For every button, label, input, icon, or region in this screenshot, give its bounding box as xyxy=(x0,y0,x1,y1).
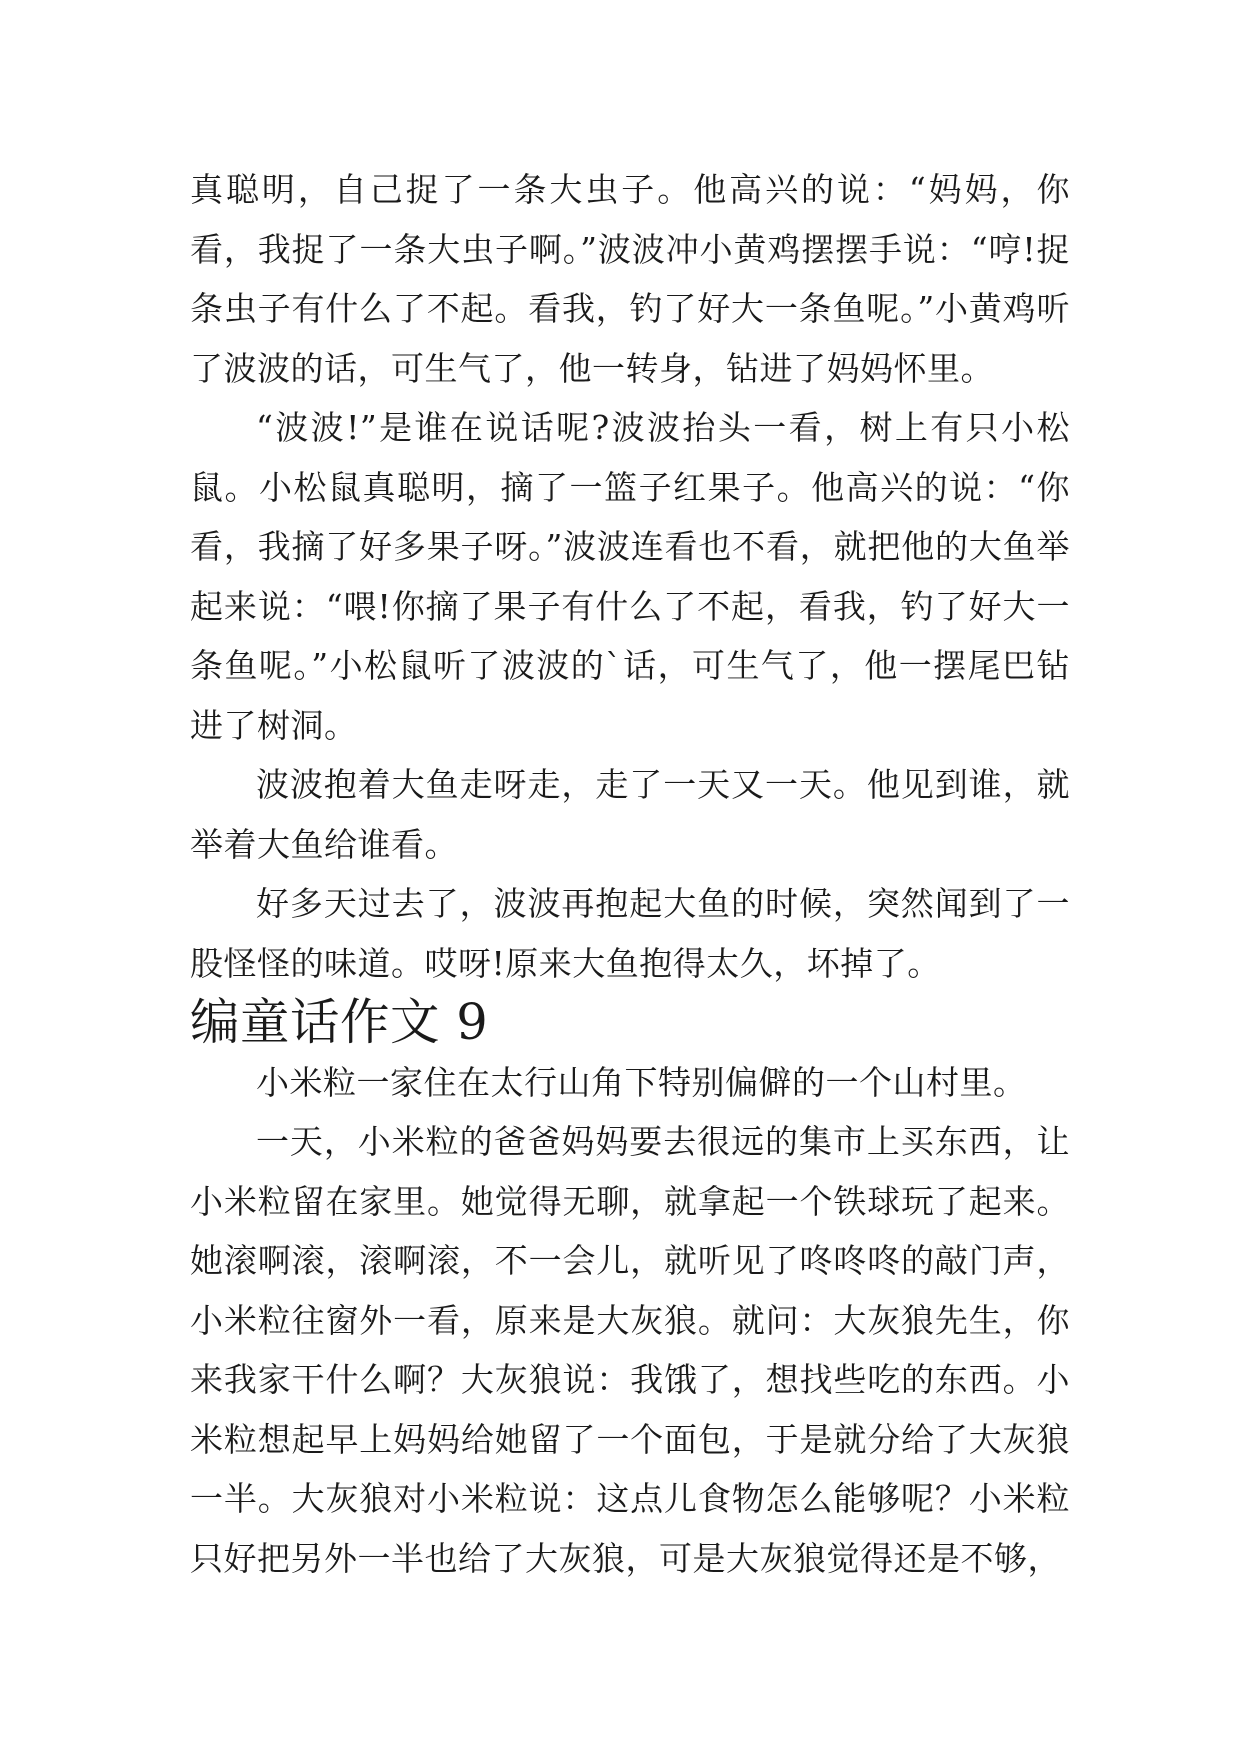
paragraph-xiaomili-intro: 小米粒一家住在太行山角下特别偏僻的一个山村里。 xyxy=(256,1062,1027,1102)
paragraph-story-continuation: 真聪明，自己捉了一条大虫子。他高兴的说：“妈妈，你看，我捉了一条大虫子啊。”波波冲小黄鸡摆摆手说：“哼!捉条虫子有什么了不起。看我，钓了好大一条鱼呢。”小黄鸡听了波波的话，可生气了，他一转身，钻进了妈妈怀里。 xyxy=(190,170,1070,388)
paragraph-carrying-fish: 波波抱着大鱼走呀走，走了一天又一天。他见到谁，就举着大鱼给谁看。 xyxy=(190,765,1070,864)
section-title: 编童话作文 9 xyxy=(190,993,489,1051)
paragraph-fish-spoiled: 好多天过去了，波波再抱起大鱼的时候，突然闻到了一股怪怪的味道。哎呀!原来大鱼抱得太久，坏掉了。 xyxy=(190,884,1070,983)
paragraph-xiaomili-wolf: 一天，小米粒的爸爸妈妈要去很远的集市上买东西，让小米粒留在家里。她觉得无聊，就拿起一个铁球玩了起来。她滚啊滚，滚啊滚，不一会儿，就听见了咚咚咚的敲门声，小米粒往窗外一看，原来是大灰狼。就问：大灰狼先生，你来我家干什么啊？大灰狼说：我饿了，想找些吃的东西。小米粒想起早上妈妈给她留了一个面包，于是就分给了大灰狼一半。大灰狼对小米粒说：这点儿食物怎么能够呢？小米粒只好把另外一半也给了大灰狼，可是大灰狼觉得还是不够， xyxy=(190,1122,1070,1578)
document-body xyxy=(190,160,1070,1588)
paragraph-squirrel: “波波!”是谁在说话呢?波波抬头一看，树上有只小松鼠。小松鼠真聪明，摘了一篮子红果子。他高兴的说：“你看，我摘了好多果子呀。”波波连看也不看，就把他的大鱼举起来说：“喂!你摘了果子有什么了不起，看我，钓了好大一条鱼呢。”小松鼠听了波波的`话，可生气了，他一摆尾巴钻进了树洞。 xyxy=(190,408,1070,745)
